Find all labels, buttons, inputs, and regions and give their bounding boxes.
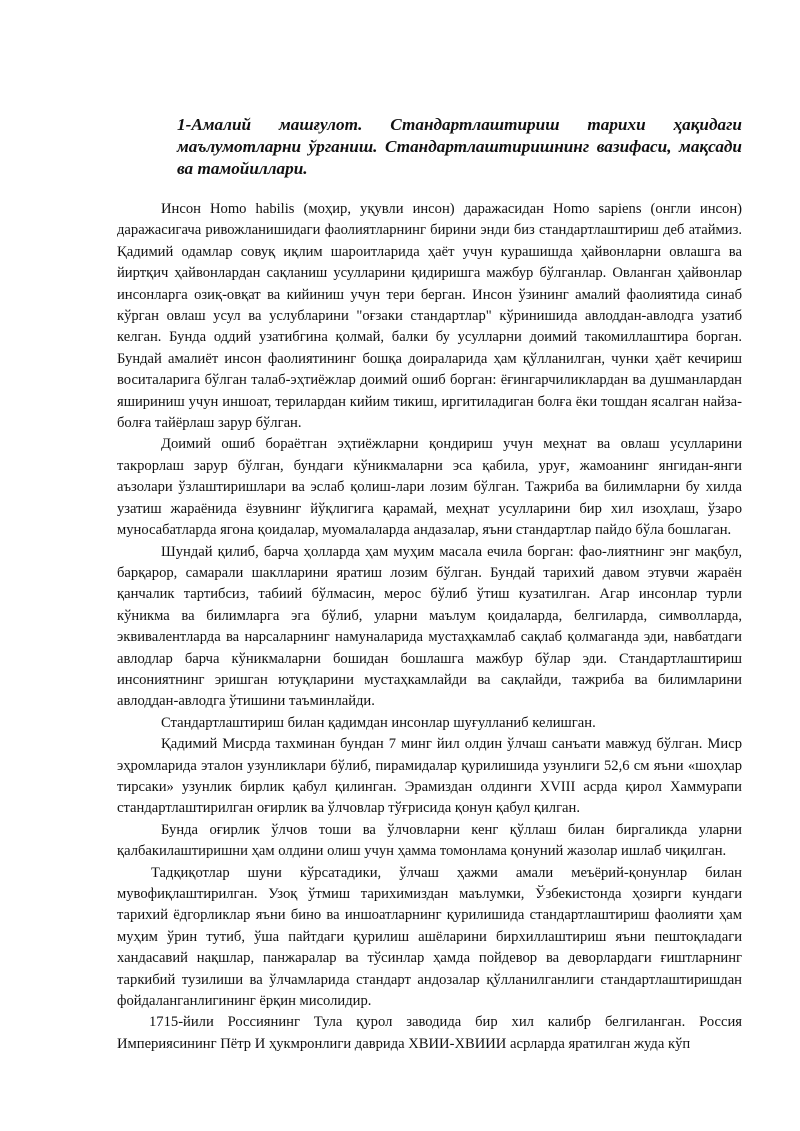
paragraph-5: Қадимий Мисрда тахминан бундан 7 минг йил олдин ўлчаш санъати мавжуд бўлган. Миср эҳромларида эталон узунликлари бўлиб, пирамидалар қурилишида узунлиги 52,6 см яъни «шоҳлар тирсаки» узунлик бирлик қабул қилинган. Эрамиздан олдинги XVIII асрда қирол Хаммурапи стандартлаштирилган оғирлик ва ўлчовлар тўғрисида қонун қабул қилган.: [117, 736, 742, 817]
paragraph-6: Бунда оғирлик ўлчов тоши ва ўлчовларни кенг қўллаш билан биргаликда уларни қалбакилаштиришни ҳам олдини олиш учун ҳамма томонлама қонуний жазолар ишлаб чиқилган.: [117, 821, 742, 860]
paragraph-7: Тадқиқотлар шуни кўрсатадики, ўлчаш ҳажми амали меъёрий-қонунлар билан мувофиқлаштирилган. Узоқ ўтмиш тарихимиздан маълумки, Ўзбекистонда ҳозирги кундаги тарихий ёдгорликлар яъни бино ва иншоатларнинг қурилишида стандартлаштириш фаолияти ҳам муҳим ўрин тутиб, ўша пайтдаги қурилиш ашёларини бирхиллаштириш яъни пештоқладаги хандасавий нақшлар, панжаралар ва тўсинлар ҳамда пойдевор ва деворлардаги ғиштларнинг таркибий тузилиши ва ўлчамларида стандарт андозалар қўлланилганлиги стандартлаштиришдан фойдаланганлигининг ёрқин мисолидир.: [117, 864, 742, 1010]
paragraph-8: 1715-йили Россиянинг Тула қурол заводида бир хил калибр белгиланган. Россия Империясининг Пётр И ҳукмронлиги даврида ХВИИ-ХВИИИ асрларда яратилган жуда кўп: [117, 1014, 742, 1052]
paragraph-1: Инсон Homo habilis (моҳир, уқувли инсон) даражасидан Homo sapiens (онгли инсон) даражасигача ривожланишидаги фаолиятларнинг бирини энди биз стандартлаштириш деб атаймиз. Қадимий одамлар совуқ иқлим шароитларида ҳаёт учун курашишда ҳайвонларни овлашга ва йиртқич ҳайвонлардан сақланиш усулларини қидиришга мажбур бўлганлар. Овланган ҳайвонлар инсонларга озиқ-овқат ва кийиниш учун тери берган. Инсон ўзининг амалий фаолиятида синаб кўрган овлаш усул ва услубларини "оғзаки стандартлар" кўринишида авлоддан-авлодга узатиб келган. Бунда оддий узатибгина қолмай, балки бу усулларни доимий такомиллаштира борган. Бундай амалиёт инсон фаолиятининг бошқа доираларида ҳам қўлланилган, чунки ҳаёт кечириш воситаларига бўлган талаб-эҳтиёжлар доимий ошиб борган: ёғингарчиликлардан ва душманлардан яшириниш учун иншоат, терилардан кийим тикиш, иргитиладиган болға ёки тошдан ясалган найза-болға тайёрлаш зарур бўлган.: [117, 201, 742, 432]
page-title: 1-Амалий машғулот. Стандартлаштириш тарихи ҳақидаги маълумотларни ўрганиш. Стандартлаштиришнинг вазифаси, мақсади ва тамойиллари.: [177, 115, 742, 178]
document-body: [117, 199, 742, 1055]
paragraph-2: Доимий ошиб бораётган эҳтиёжларни қондириш учун меҳнат ва овлаш усулларини такрорлаш зарур бўлган, бундаги кўникмаларни эса қабила, уруғ, жамоанинг янгидан-янги аъзолари ўзлаштиришлари ва эслаб қолиш-лари лозим бўлган. Тажриба ва билимларни бу хилда узатиш жараёнида ёзувнинг йўқлигига қарамай, меҳнат усулларини бир хил изоҳлаш, ўзаро муносабатларда ягона қоидалар, муомалаларда андазалар, яъни стандартлар пайдо бўла бошлаган.: [117, 436, 742, 539]
paragraph-4: Стандартлаштириш билан қадимдан инсонлар шуғулланиб келишган.: [161, 714, 596, 731]
paragraph-3: Шундай қилиб, барча ҳолларда ҳам муҳим масала ечила борган: фао-лиятнинг энг мақбул, барқарор, самарали шаклларини яратиш лозим бўлган. Бундай тарихий давом этувчи жараён қанчалик тартибсиз, табиий бўлмасин, мерос бўлиб ўтиш кузатилган. Агар инсонлар турли кўникма ва билимларга эга бўлиб, уларни маълум қоидаларда, белгиларда, символларда, эквивалентларда ва нарсаларнинг намуналарида мустаҳкамлаб сақлаб қолмаганда эди, навбатдаги авлодлар барча кўникмаларни бошидан бошлашга мажбур бўлар эди. Стандартлаштириш инсониятнинг эришган ютуқларини мустаҳкамлайди ва сақлайди, тажриба ва билимларини авлоддан-авлодга ўтишини таъминлайди.: [117, 543, 742, 710]
